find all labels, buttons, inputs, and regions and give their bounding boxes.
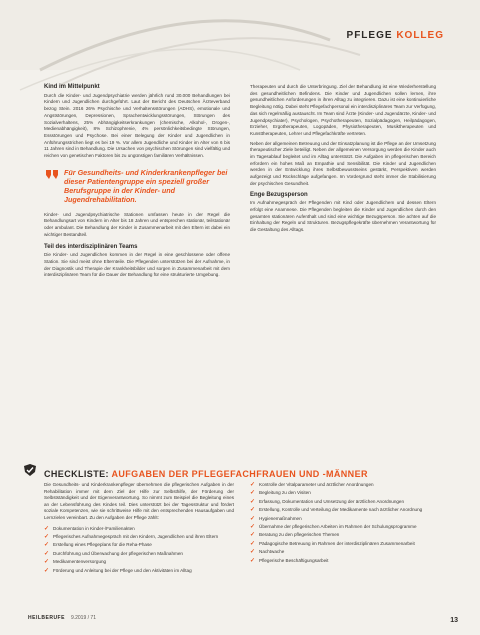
checklist-item: ✓ Erstellung eines Pflegeplans für die Reha-Phase (44, 542, 152, 549)
checkmark-icon: ✓ (250, 540, 256, 547)
checklist-item: ✓ Beratung zu den pflegerischen Themen (250, 532, 340, 539)
section-label-main: PFLEGE (346, 30, 393, 41)
journal-name: HEILBERUFE (28, 615, 65, 621)
body-paragraph: Die Kinder- und Jugendlichen kommen in der Regel in eine geschlossene oder offene Station. Sie sind meist ohne Elternteile. Die Pflegenden unterstützen bei der Aufnahme, in der Diagnostik und Therapie der Krankheitsbilder und sorgen in Zusammenarbeit mit dem interdisziplinären Team für die Dauer der Behandlung für eine strukturierte Umgebung. (44, 252, 230, 278)
checklist-left (44, 482, 234, 576)
page-number: 13 (450, 617, 458, 624)
checkmark-icon: ✓ (250, 523, 256, 530)
quote-icon (46, 168, 59, 179)
pull-quote (44, 166, 230, 206)
checkmark-shield-icon (24, 464, 36, 476)
checklist-item: ✓ Übernahme der pflegerischen Arbeiten im Rahmen der Schulungsprogramme (250, 523, 417, 530)
body-paragraph: Therapeuten und durch die Unterbringung. Ziel der Behandlung ist eine Wiederherstellung des gesundheitlichen Befindens. Die Kinder und Jugendlichen sollen lernen, ihre gesundheitlichen Anforderungen in ihren Alltag zu integrieren. Dazu ist eine kontinuierliche Begleitung nötig. Dabei steht Pflegefachpersonal ein interdisziplinäres Team zur Verfügung, das sich regelmäßig austauscht. Im Team sind Ärzte (Kinder- und Jugendärzte, Kinder- und Jugendpsychiater), Psychologen, Psychotherapeuten, Sozialpädagogen, Heilpädagogen, Erzieher, Ergotherapeuten, Logopäden, Physiotherapeuten, Musiktherapeuten und Kunsttherapeuten, Lehrer und Pflegefachkräfte vertreten. (250, 84, 436, 136)
section-heading: Enge Bezugsperson (250, 191, 308, 198)
checklist-item: ✓ Erfassung, Dokumentation und Umsetzung der ärztlichen Anordnungen (250, 498, 405, 505)
body-paragraph: Neben der allgemeinen Betreuung und der Einsatzplanung ist die Pflege an der Umsetzung therapeutischer Ziele beteiligt. Neben der allgemeinen Versorgung werden die Kinder auch im Tagesablauf begleitet und im Alltag unterstützt. Die Aufgaben im pflegerischen Bereich erfordern ein hohes Maß an Empathie und Sensibilität. Die Kinder und Jugendlichen werden in der Entwicklung ihres Selbstbewusstseins gestärkt, Perspektiven werden aufgezeigt und Rückschläge aufgefangen. Im Vordergrund steht immer die Stabilisierung der psychischen Gesundheit. (250, 140, 436, 186)
left-column (44, 84, 230, 279)
checklist-item: ✓ Pflegerische Beschäftigungsarbeit (250, 557, 329, 564)
checklist-item: ✓ Erstellung, Kontrolle und Verteilung der Medikamente nach ärztlicher Anordnung (250, 507, 423, 514)
checklist-item: ✓ Förderung und Anleitung bei der Pflege und den Aktivitäten im Alltag (44, 567, 192, 574)
checkmark-icon: ✓ (250, 498, 256, 505)
checklist-box (44, 464, 440, 574)
section-label (347, 30, 444, 41)
checklist-item: ✓ Pädagogische Betreuung im Rahmen der interdisziplinären Zusammenarbeit (250, 540, 415, 547)
checkmark-icon: ✓ (250, 557, 256, 564)
body-paragraph: Im Aufnahmegespräch der Pflegenden mit Kind oder Jugendlichem und dessen Eltern erfolgt eine Anamnese. Die Pflegenden begleiten die Kinder und Jugendlichen durch den gesamten stationären Aufenthalt und sind eine wichtige Bezugsperson. Sie achten auf die Einhaltung der Regeln und Strukturen. Bezugspflegekräfte übernehmen Verantwortung für die Gestaltung des Alltags. (250, 200, 436, 233)
checklist-item: ✓ Medikamentenversorgung (44, 559, 107, 566)
issue-number: 9.2019 / 71 (70, 615, 96, 621)
checklist-item: ✓ Durchführung und Überwachung der pflegerischen Maßnahmen (44, 550, 183, 557)
footer (28, 615, 96, 621)
section-heading: Kind im Mittelpunkt (44, 84, 100, 90)
checkmark-icon: ✓ (44, 559, 50, 566)
right-column (250, 84, 436, 234)
checklist-item: ✓ Nachtwache (250, 549, 285, 556)
checkmark-icon: ✓ (44, 533, 50, 540)
checklist-item: ✓ Hygienemaßnahmen (250, 515, 302, 522)
pull-quote-text: Für Gesundheits- und Kinderkrankenpfleger bei dieser Patientengruppe ein speziell großer Berufsgruppe in der Kinder- und Jugendrehabilitation. (64, 167, 228, 204)
checkmark-icon: ✓ (250, 549, 256, 556)
checkmark-icon: ✓ (44, 567, 50, 574)
checkmark-icon: ✓ (250, 507, 256, 514)
section-label-accent: KOLLEG (396, 30, 444, 41)
checkmark-icon: ✓ (44, 542, 50, 549)
body-paragraph: Durch die Kinder- und Jugendpsychiatrie werden jährlich rund 30.000 Behandlungen bei Kindern und Jugendlichen durchgeführt. Laut der Bericht des Deutschen Ärzteverband bezog Stein. 2016 26% Psychische und Verhaltensstörungen (ADHS), emotionale und Angststörungen, Depressionen, Sprachentwicklungsstörungen, Störungen des Sozialverhaltens, 25% Abhängigkeitserkrankungen (chemische, Alkohol-, Drogen-, Medienabhängigkeit), 8% Schizophrenie, 4% persönlichkeitsbedingte Störungen, Essstörungen und Psychose. Bei einer Belegung der Kinder und Jugendlichen in Anführungsstrichen liegt es bei 19 %. Vor allem Jugendliche und Kinder im Alter von 6 bis 11 Jahren sind in Behandlung. Die Ursachen von psychischen Störungen sind vielfältig und reichen von genetischen Faktoren bis zu ungünstigen familiären Verhältnissen. (44, 92, 230, 159)
checkmark-icon: ✓ (250, 532, 256, 539)
checklist-title (44, 464, 440, 478)
checklist-item: ✓ Pflegerisches Aufnahmegespräch mit den Kindern, Jugendlichen und ihren Eltern (44, 533, 219, 540)
checklist-title-accent: AUFGABEN DER PFLEGEFACHFRAUEN UND -MÄNNER (111, 469, 368, 479)
checklist-item: ✓ Dokumentation in Kinder-/Familienakten (44, 525, 135, 532)
checklist-item: ✓ Begleitung zu den Visiten (250, 490, 311, 497)
checklist-right (250, 482, 440, 566)
checkmark-icon: ✓ (250, 490, 256, 497)
section-heading: Teil des interdisziplinären Teams (44, 243, 138, 250)
checklist-title-main: CHECKLISTE: (44, 469, 109, 479)
checkmark-icon: ✓ (250, 482, 256, 488)
checkmark-icon: ✓ (250, 515, 256, 522)
body-paragraph: Kinder- und Jugendpsychiatrische Stationen umfassen heute in der Regel die Behandlungsart von Kindern im Alter bis 18 Jahren und entsprechen stationär, teilstationär oder ambulant. Die Behandlung der Kinder in Zusammenarbeit mit den Eltern ist dabei ein wichtiger Bestandteil. (44, 211, 230, 237)
checklist-intro: Die Gesundheits- und Kinderkrankenpfleger übernehmen die pflegerischen Aufgaben in der Rehabilitation immer mit dem Ziel der Hilfe zur Selbsthilfe, der Förderung der Selbstständigkeit und der Eigenverantwortung. So nimmt zum Beispiel die Begleitung eines an der Lebensführung des Kindes teil. Dies unterstützt bei der Tagesstruktur und fördert soziale Kompetenzen, wie sie schrittweise Hilfe mit den entsprechenden Hausaufgaben und Lernzielen vereinbart. Zu den Aufgaben der Pflege zählt: (44, 482, 234, 520)
checklist-item: ✓ Kontrolle der Vitalparameter und ärztlicher Anordnungen (250, 482, 374, 488)
checkmark-icon: ✓ (44, 525, 50, 532)
checkmark-icon: ✓ (44, 550, 50, 557)
